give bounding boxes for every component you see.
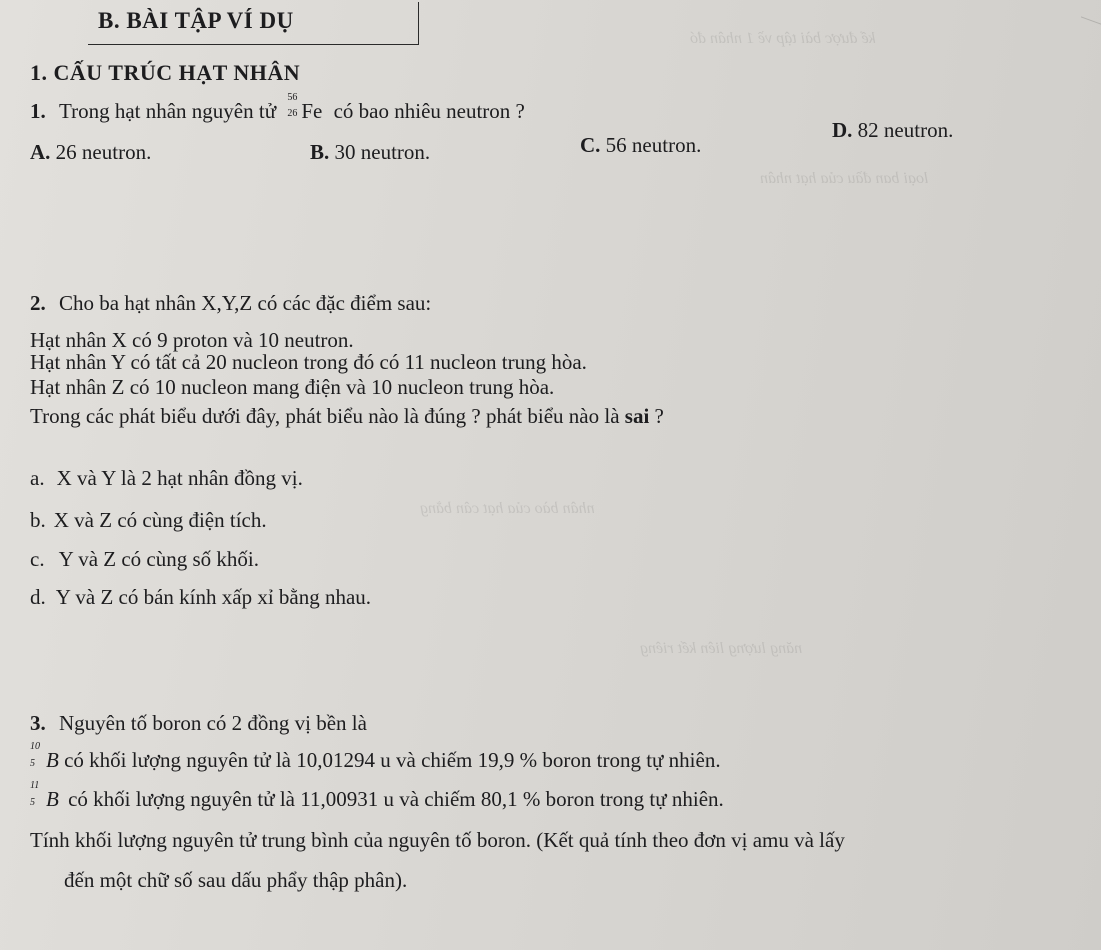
isotope-line: 11 5 B có khối lượng nguyên tử là 11,00931 u và chiếm 80,1 % boron trong tự nhiên. — [30, 780, 724, 811]
option-a: A. 26 neutron. — [30, 140, 152, 164]
iron-nuclide: 56 26 — [287, 92, 298, 119]
statement-c: c. Y và Z có cùng số khối. — [30, 547, 260, 571]
question-text: Trong hạt nhân nguyên tử — [59, 99, 277, 123]
section-title: B. BÀI TẬP VÍ DỤ — [98, 8, 294, 33]
condition-line: Hạt nhân X có 9 proton và 10 neutron. — [30, 328, 354, 352]
question-3: 3. Nguyên tố boron có 2 đồng vị bền là — [30, 711, 367, 735]
nuclide-symbol: Fe — [301, 99, 323, 123]
show-through-text: loại ban đầu của hạt nhân — [760, 170, 929, 187]
boron-11-nuclide: 11 5 — [30, 780, 40, 808]
option-b: B. 30 neutron. — [310, 140, 431, 164]
task-line: Tính khối lượng nguyên tử trung bình của nguyên tố boron. (Kết quả tính theo đơn vị amu và lấy — [30, 828, 845, 852]
statement-d: d. Y và Z có bán kính xấp xỉ bằng nhau. — [30, 585, 372, 609]
task-line: đến một chữ số sau dấu phẩy thập phân). — [64, 868, 408, 892]
question-2: 2. Cho ba hạt nhân X,Y,Z có các đặc điểm sau: — [30, 291, 432, 315]
isotope-line: 10 5 B có khối lượng nguyên tử là 10,01294 u và chiếm 19,9 % boron trong tự nhiên. — [30, 741, 721, 772]
statement-a: a. X và Y là 2 hạt nhân đồng vị. — [30, 466, 303, 490]
boron-10-nuclide: 10 5 — [30, 741, 40, 769]
question-text: Nguyên tố boron có 2 đồng vị bền là — [59, 711, 367, 735]
condition-line: Hạt nhân Y có tất cả 20 nucleon trong đó có 11 nucleon trung hòa. — [30, 350, 587, 374]
page-fold — [1081, 16, 1101, 84]
question-text: có bao nhiêu neutron ? — [333, 99, 525, 123]
show-through-text: kể được bài tập về 1 nhân đó — [690, 30, 876, 47]
question-1 — [30, 92, 525, 124]
option-c: C. 56 neutron. — [580, 133, 702, 157]
question-number: 1. — [30, 99, 46, 123]
question-text: Cho ba hạt nhân X,Y,Z có các đặc điểm sau: — [59, 291, 432, 315]
question-prompt: Trong các phát biểu dưới đây, phát biểu nào là đúng ? phát biểu nào là sai ? — [30, 404, 664, 428]
show-through-text: nhân bào của hạt cân bằng — [420, 500, 595, 517]
show-through-text: năng lượng liên kết riêng — [640, 640, 803, 657]
subsection-title: 1. CẤU TRÚC HẠT NHÂN — [30, 60, 301, 85]
option-d: D. 82 neutron. — [832, 118, 954, 142]
condition-line: Hạt nhân Z có 10 nucleon mang điện và 10 nucleon trung hòa. — [30, 375, 555, 399]
statement-b: b. X và Z có cùng điện tích. — [30, 508, 267, 532]
